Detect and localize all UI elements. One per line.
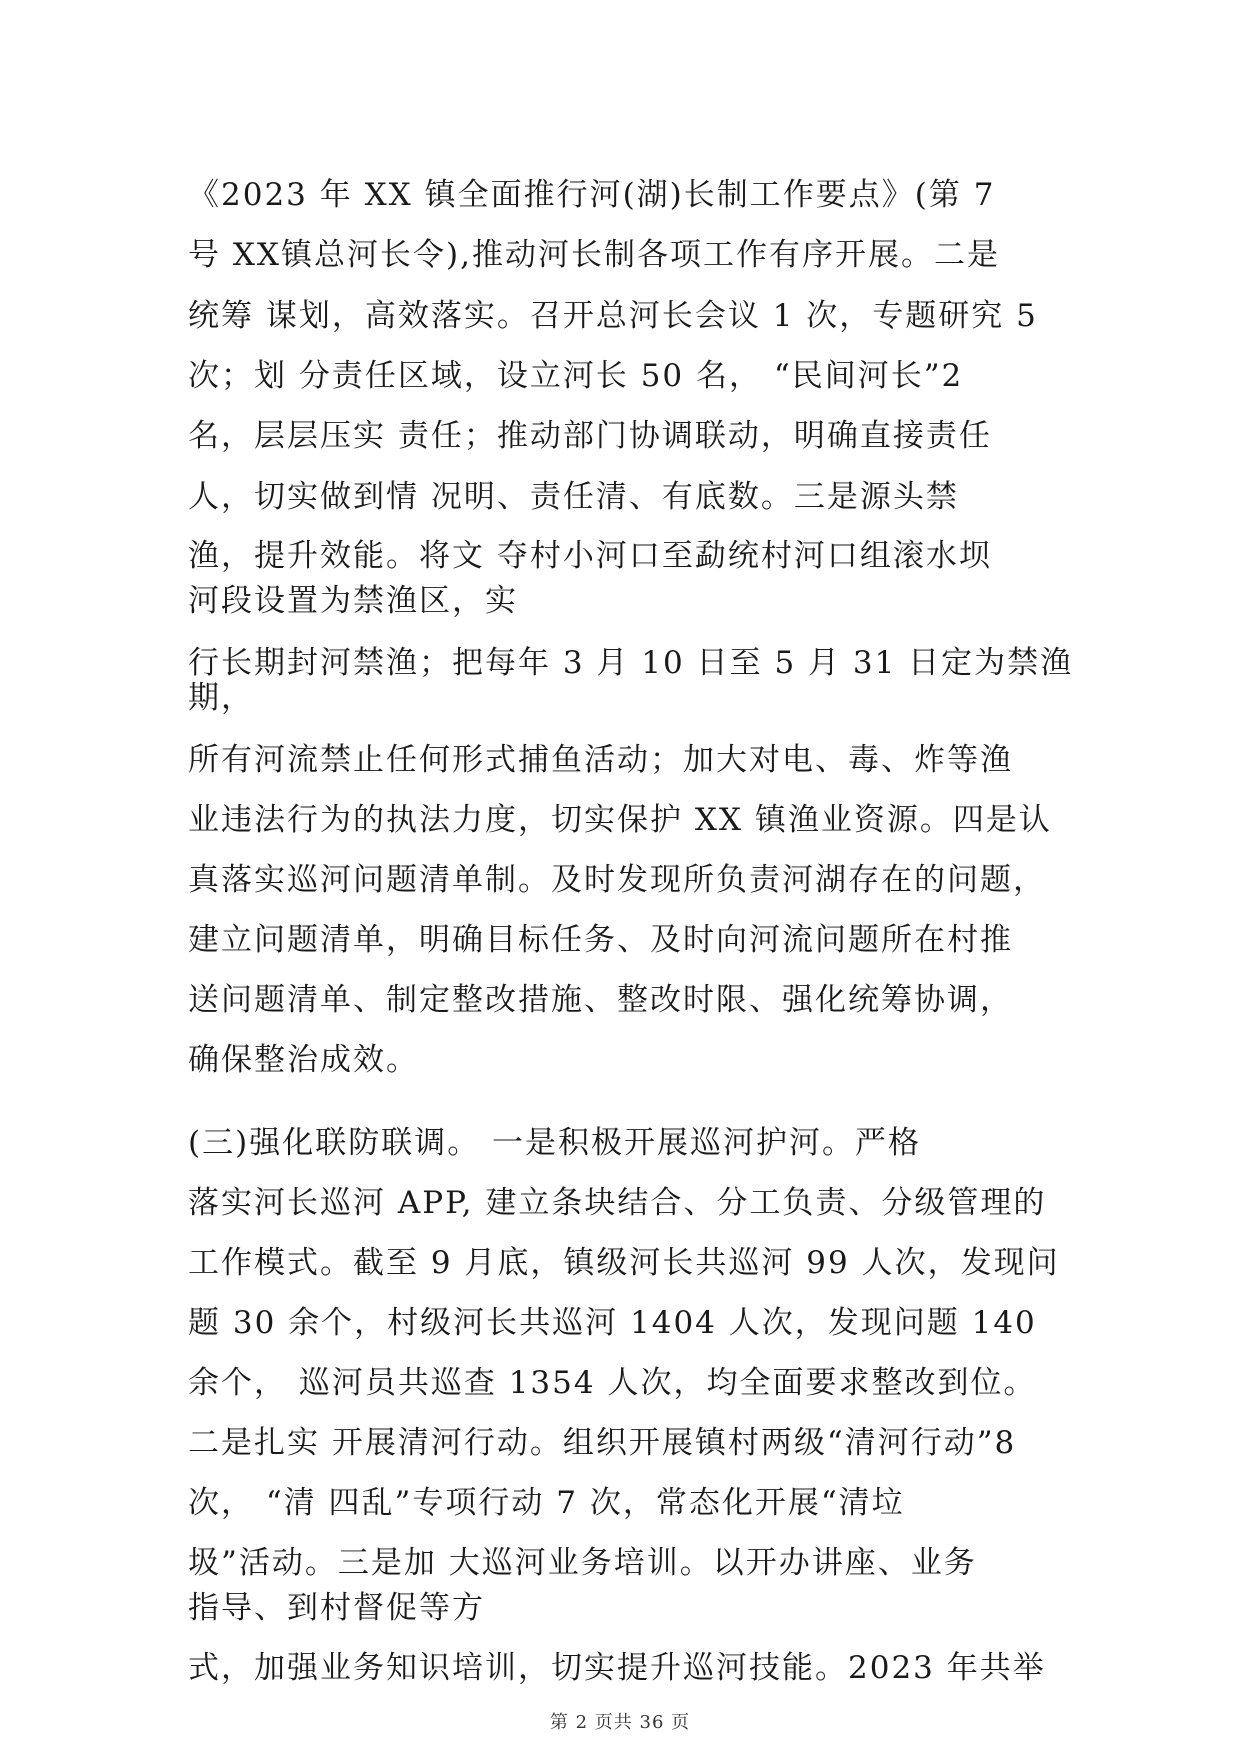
body-line: 指导、到村督促等方 bbox=[188, 1590, 485, 1626]
body-line: 送问题清单、制定整改措施、整改时限、强化统筹协调， bbox=[188, 982, 1013, 1018]
body-line: 号 XX镇总河长令),推动河长制各项工作有序开展。二是 bbox=[188, 237, 1000, 273]
body-line: 次， “清 四乱”专项行动 7 次，常态化开展“清垃 bbox=[188, 1485, 905, 1521]
body-line: 题 30 余个，村级河长共巡河 1404 人次，发现问题 140 bbox=[188, 1305, 1037, 1341]
body-line: 圾”活动。三是加 大巡河业务培训。以开办讲座、业务 bbox=[188, 1545, 977, 1581]
body-line: 业违法行为的执法力度，切实保护 XX 镇渔业资源。四是认 bbox=[188, 802, 1052, 838]
body-line: 式，加强业务知识培训，切实提升巡河技能。2023 年共举 bbox=[188, 1650, 1046, 1686]
body-line: 余个， 巡河员共巡查 1354 人次，均全面要求整改到位。 bbox=[188, 1365, 1037, 1401]
body-line: 《2023 年 XX 镇全面推行河(湖)长制工作要点》(第 7 bbox=[188, 177, 996, 213]
body-line: 所有河流禁止任何形式捕鱼活动；加大对电、毒、炸等渔 bbox=[188, 742, 1013, 778]
body-line: 渔，提升效能。将文 夺村小河口至勐统村河口组滚水坝 bbox=[188, 538, 992, 574]
body-line: 人，切实做到情 况明、责任清、有底数。三是源头禁 bbox=[188, 479, 959, 515]
body-line: 期， bbox=[188, 680, 254, 716]
body-line: (三)强化联防联调。 一是积极开展巡河护河。严格 bbox=[188, 1125, 922, 1161]
body-line: 工作模式。截至 9 月底，镇级河长共巡河 99 人次，发现问 bbox=[188, 1245, 1060, 1281]
body-line: 统筹 谋划，高效落实。召开总河长会议 1 次，专题研究 5 bbox=[188, 298, 1038, 334]
body-line: 次；划 分责任区域，设立河长 50 名， “民间河长”2 bbox=[188, 358, 964, 394]
body-line: 行长期封河禁渔；把每年 3 月 10 日至 5 月 31 日定为禁渔 bbox=[188, 645, 1074, 681]
body-line: 建立问题清单，明确目标任务、及时向河流问题所在村推 bbox=[188, 922, 1013, 958]
body-line: 名，层层压实 责任；推动部门协调联动，明确直接责任 bbox=[188, 418, 992, 454]
body-line: 真落实巡河问题清单制。及时发现所负责河湖存在的问题， bbox=[188, 862, 1046, 898]
body-line: 河段设置为禁渔区，实 bbox=[188, 583, 518, 619]
body-line: 落实河长巡河 APP, 建立条块结合、分工负责、分级管理的 bbox=[188, 1185, 1047, 1221]
body-line: 确保整治成效。 bbox=[188, 1042, 419, 1078]
body-line: 二是扎实 开展清河行动。组织开展镇村两级“清河行动”8 bbox=[188, 1425, 1017, 1461]
page-number: 第 2 页共 36 页 bbox=[549, 1712, 691, 1733]
